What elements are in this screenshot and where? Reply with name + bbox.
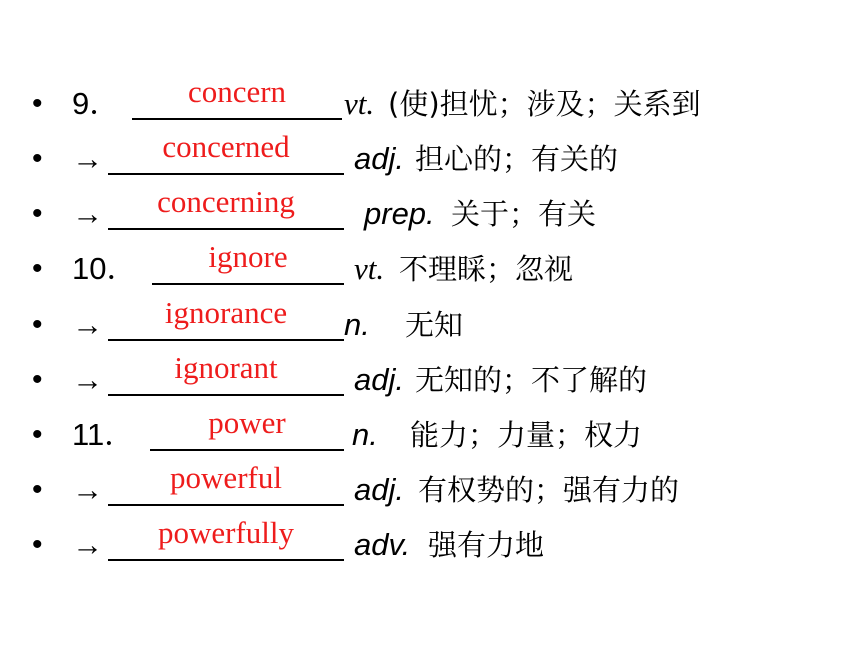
- part-of-speech: adj.: [354, 141, 404, 176]
- list-item: [0, 184, 860, 236]
- bullet: •: [32, 308, 43, 341]
- answer-text: ignore: [208, 239, 288, 274]
- answer-text: ignorance: [164, 295, 288, 330]
- answer-text: concern: [187, 74, 287, 109]
- meaning: 无知的；不了解的: [415, 363, 648, 397]
- bullet: •: [32, 363, 43, 396]
- answer-text: power: [208, 405, 286, 440]
- bullet: •: [32, 87, 43, 120]
- part-of-speech: prep.: [364, 196, 435, 231]
- part-of-speech: adj.: [354, 362, 404, 397]
- bullet: •: [32, 528, 43, 561]
- answer-blank: [108, 129, 344, 181]
- part-of-speech: adj.: [354, 472, 404, 507]
- item-number: 10．: [72, 251, 138, 286]
- part-of-speech: n.: [352, 417, 378, 452]
- answer-text: concerned: [162, 129, 290, 164]
- arrow-prefix: →: [72, 307, 103, 342]
- answer-blank: [150, 405, 344, 457]
- answer-text: ignorant: [174, 350, 278, 385]
- arrow-prefix: →: [72, 141, 103, 176]
- arrow-prefix: →: [72, 472, 103, 507]
- arrow-prefix: →: [72, 196, 103, 231]
- answer-text: powerfully: [157, 515, 295, 550]
- meaning: 不理睬；忽视: [399, 252, 574, 286]
- list-item: [0, 350, 860, 402]
- answer-text: concerning: [157, 184, 295, 219]
- meaning: 强有力地: [428, 528, 545, 562]
- item-number: 9．: [72, 86, 121, 121]
- meaning: 无知: [405, 308, 464, 342]
- bullet: •: [32, 252, 43, 285]
- list-item: [0, 460, 860, 512]
- arrow-prefix: →: [72, 527, 103, 562]
- answer-blank: [108, 460, 344, 512]
- answer-blank: [108, 184, 344, 236]
- part-of-speech: n.: [344, 307, 370, 342]
- part-of-speech: adv.: [354, 527, 411, 562]
- list-item: [0, 405, 860, 457]
- meaning: (使)担忧；涉及；关系到: [388, 87, 701, 121]
- list-item: [0, 239, 860, 291]
- answer-blank: [152, 239, 344, 291]
- part-of-speech: vt.: [354, 251, 385, 286]
- arrow-prefix: →: [72, 362, 103, 397]
- answer-blank: [108, 295, 344, 347]
- list-item: [0, 129, 860, 181]
- list-item: [0, 295, 860, 347]
- answer-blank: [108, 350, 344, 402]
- meaning: 关于；有关: [451, 197, 597, 231]
- bullet: •: [32, 418, 43, 451]
- meaning: 担心的；有关的: [415, 142, 619, 176]
- bullet: •: [32, 473, 43, 506]
- meaning: 有权势的；强有力的: [418, 473, 680, 507]
- answer-text: powerful: [170, 460, 282, 495]
- answer-blank: [132, 74, 342, 126]
- list-item: [0, 74, 860, 126]
- list-item: [0, 515, 860, 567]
- bullet: •: [32, 197, 43, 230]
- part-of-speech: vt.: [344, 86, 375, 121]
- item-number: 11．: [72, 417, 136, 452]
- answer-blank: [108, 515, 344, 567]
- bullet: •: [32, 142, 43, 175]
- meaning: 能力；力量；权力: [410, 418, 643, 452]
